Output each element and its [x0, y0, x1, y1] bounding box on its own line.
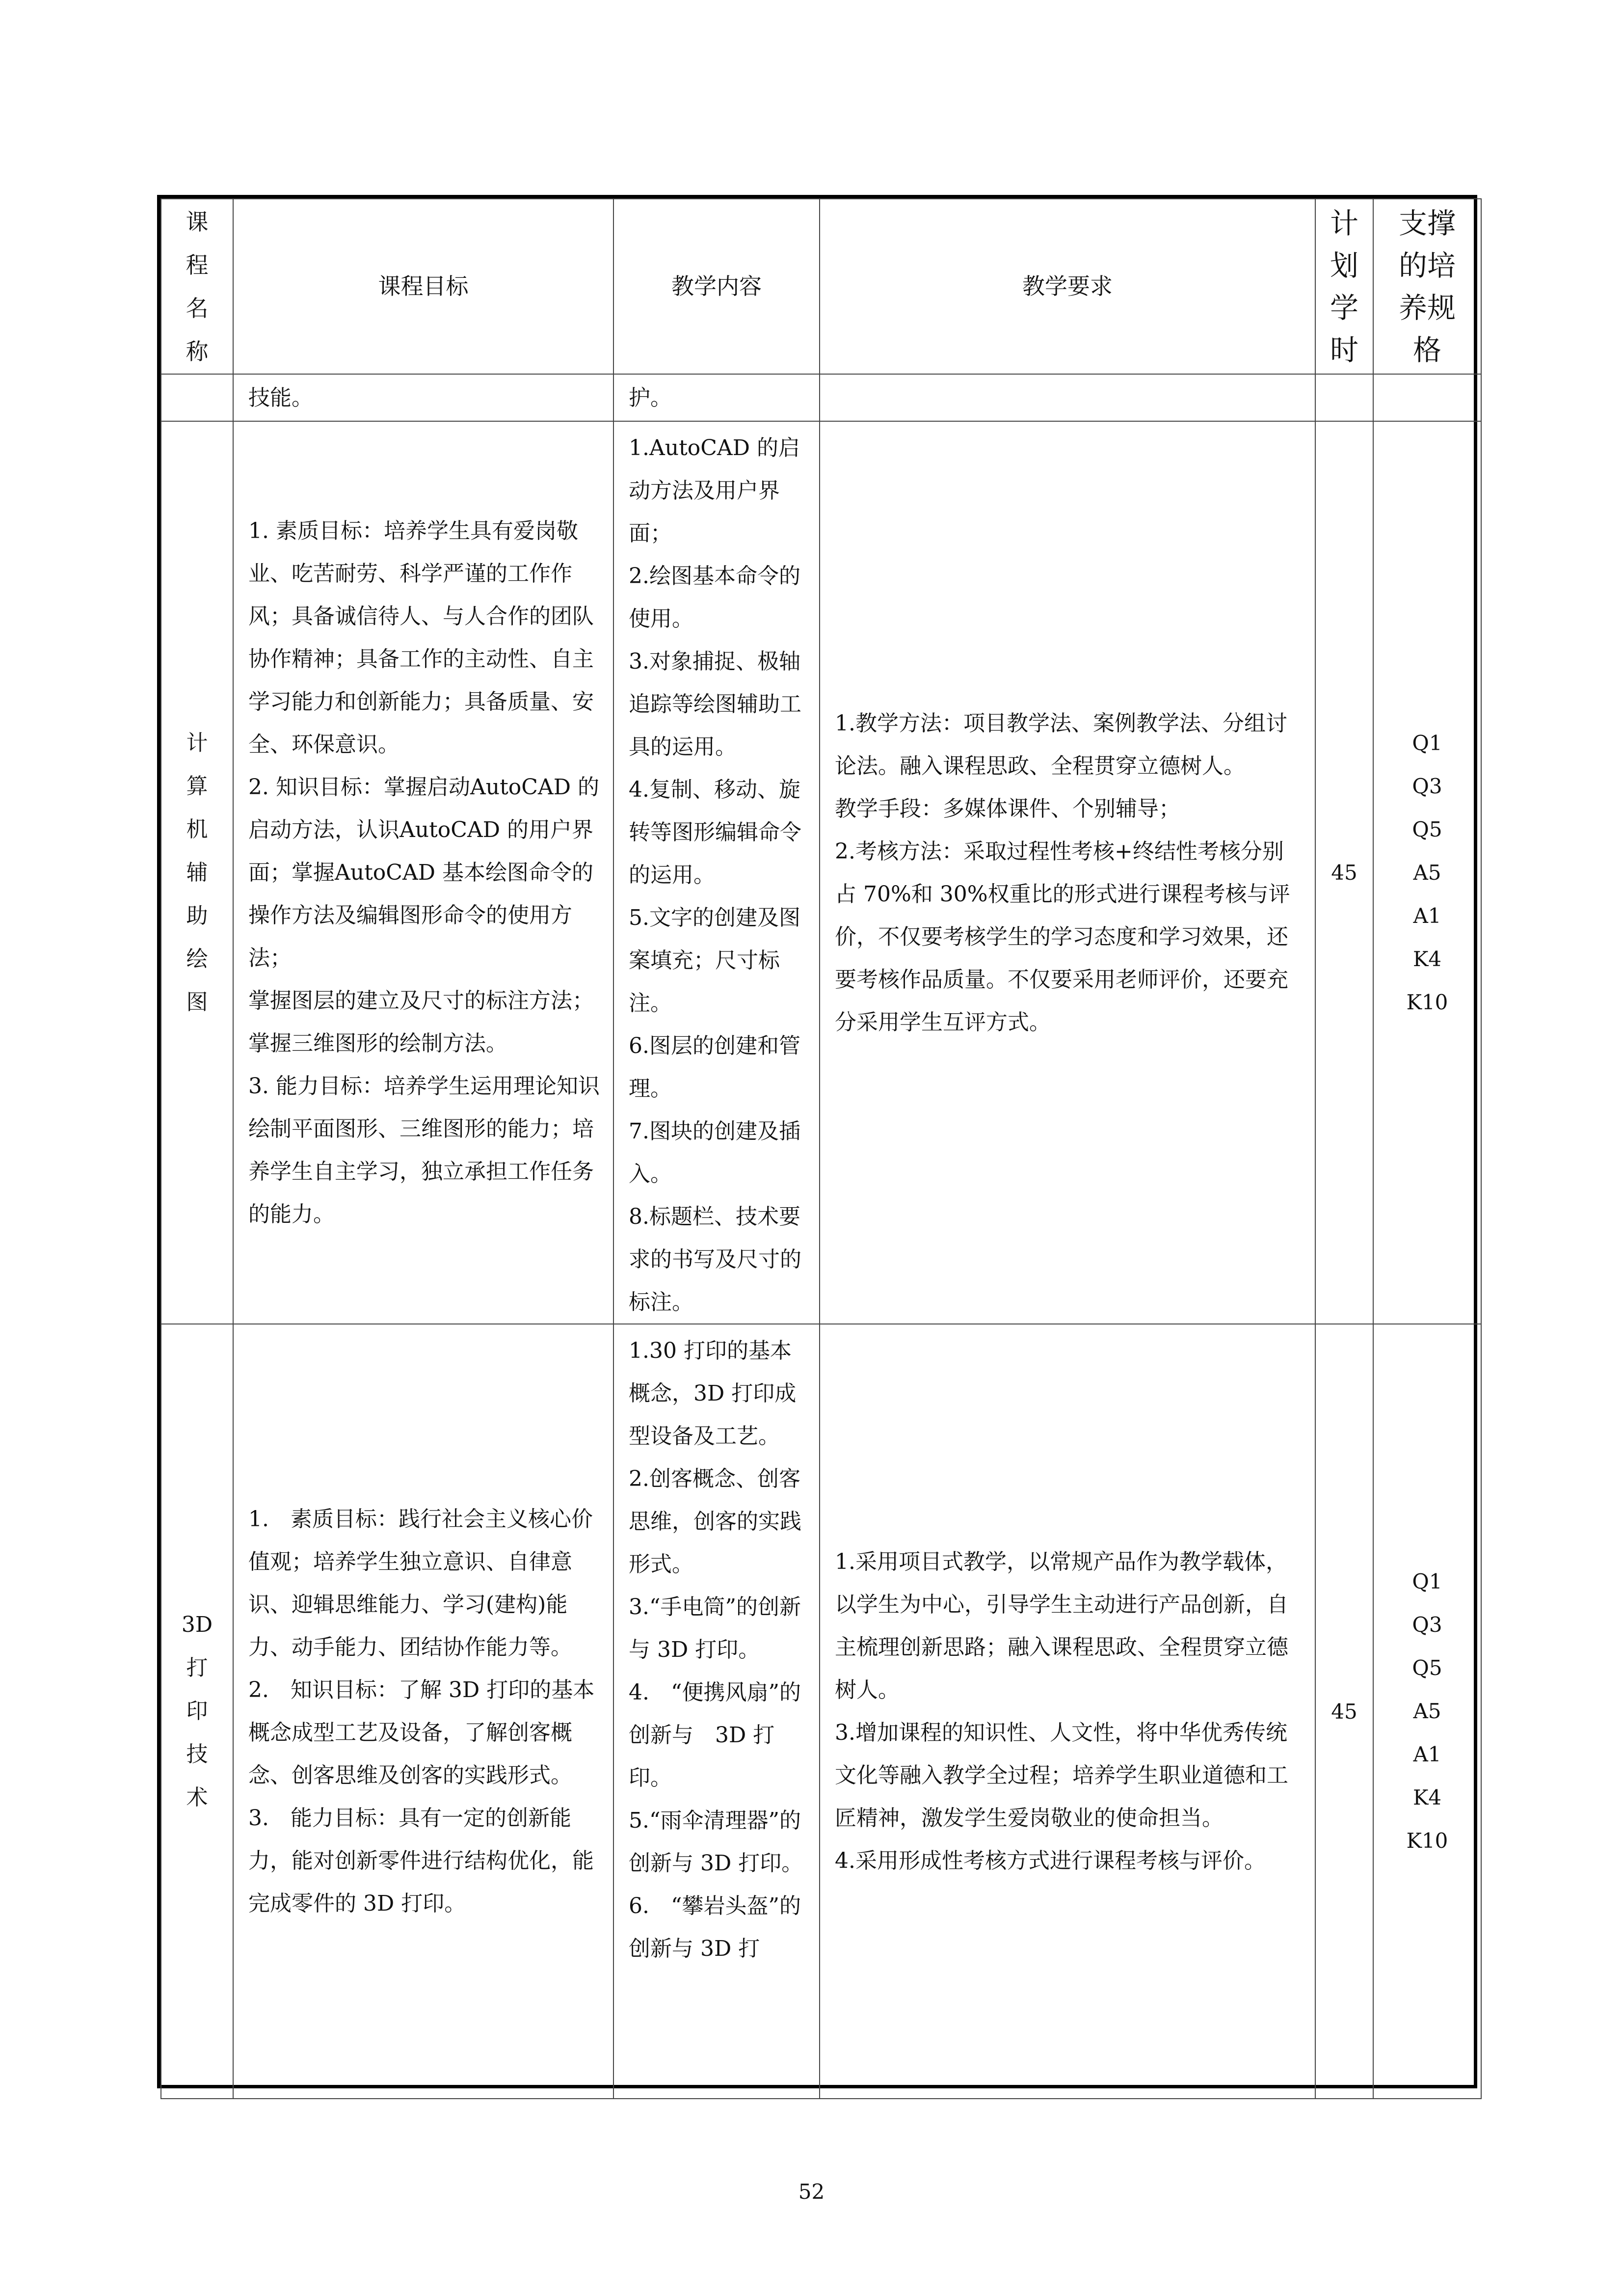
header-char: 学 [1330, 291, 1358, 324]
header-spec [1373, 199, 1481, 374]
content-item: 2.绘图基本命令的使用。 [629, 564, 800, 631]
course-name-char: 图 [186, 989, 208, 1015]
content-item: 1.30 打印的基本概念，3D 打印成型设备及工艺。 [629, 1338, 797, 1449]
content-item: 6. “攀岩头盔”的创新与 3D 打 [629, 1893, 801, 1961]
course-goal-cell [233, 1324, 613, 2099]
course-hours: 45 [1315, 1324, 1373, 2099]
spec-code: Q1 [1412, 1569, 1442, 1594]
table-row [161, 1324, 1481, 2099]
carry-name [161, 374, 233, 421]
goal-paragraph: 3. 能力目标：培养学生运用理论知识绘制平面图形、三维图形的能力；培养学生自主学习，独立承担工作任务的能力。 [248, 1074, 600, 1227]
spec-code: A5 [1413, 860, 1441, 885]
course-spec-cell [1373, 421, 1481, 1324]
carry-goal [233, 374, 613, 421]
course-name-char: 助 [186, 903, 208, 928]
spec-code: Q5 [1412, 1656, 1442, 1680]
content-item: 3.对象捕捉、极轴追踪等绘图辅助工具的运用。 [629, 649, 801, 759]
carry-spec [1373, 374, 1481, 421]
spec-code: K10 [1406, 990, 1448, 1014]
content-item: 2.创客概念、创客思维，创客的实践形式。 [629, 1466, 801, 1577]
header-requirement: 教学要求 [820, 199, 1315, 374]
content-item: 3.“手电筒”的创新与 3D 打印。 [629, 1594, 801, 1662]
goal-paragraph: 2. 知识目标：掌握启动AutoCAD 的启动方法，认识AutoCAD 的用户界面；掌握AutoCAD 基本绘图命令的操作方法及编辑图形命令的使用方法； [248, 775, 599, 971]
header-goal: 课程目标 [233, 199, 613, 374]
cell-text: 护。 [629, 385, 672, 410]
spec-code: K4 [1412, 946, 1442, 971]
content-item: 8.标题栏、技术要求的书写及尺寸的标注。 [629, 1204, 801, 1315]
course-name-cell [161, 1324, 233, 2099]
carry-hours [1315, 374, 1373, 421]
header-content: 教学内容 [613, 199, 820, 374]
spec-code: A5 [1413, 1699, 1441, 1723]
content-item: 6.图层的创建和管理。 [629, 1033, 800, 1101]
header-char: 称 [186, 338, 209, 365]
carry-content [613, 374, 820, 421]
course-name-char: 3D [181, 1612, 213, 1637]
course-name-char: 技 [186, 1742, 208, 1767]
goal-paragraph: 1. 素质目标：培养学生具有爱岗敬业、吃苦耐劳、科学严谨的工作作风；具备诚信待人、与人合作的团队协作精神；具备工作的主动性、自主学习能力和创新能力；具备质量、安全、环保意识。 [248, 518, 594, 757]
header-line: 支撑 [1398, 206, 1456, 240]
course-content-cell [613, 1324, 820, 2099]
requirement-paragraph: 教学手段：多媒体课件、个别辅导； [835, 796, 1180, 821]
goal-paragraph: 2. 知识目标：了解 3D 打印的基本概念成型工艺及设备，了解创客概念、创客思维及创客的实践形式。 [248, 1677, 595, 1788]
goal-paragraph: 1. 素质目标：践行社会主义核心价值观；培养学生独立意识、自律意识、迎辑思维能力、学习(建构)能力、动手能力、团结协作能力等。 [248, 1507, 593, 1660]
header-char: 课 [186, 208, 209, 235]
spec-code: Q5 [1412, 817, 1442, 841]
course-spec-cell [1373, 1324, 1481, 2099]
spec-code: Q3 [1412, 1613, 1442, 1637]
requirement-paragraph: 4.采用形成性考核方式进行课程考核与评价。 [835, 1848, 1266, 1873]
content-item: 1.AutoCAD 的启动方法及用户界面； [629, 435, 800, 546]
course-name-char: 绘 [186, 946, 208, 972]
page-number: 52 [798, 2180, 825, 2204]
carry-row [161, 374, 1481, 421]
header-line: 格 [1412, 333, 1441, 367]
spec-code: Q3 [1412, 774, 1442, 798]
spec-code: K4 [1412, 1785, 1442, 1810]
header-hours [1315, 199, 1373, 374]
header-char: 时 [1330, 333, 1358, 367]
content-item: 5.文字的创建及图案填充；尺寸标注。 [629, 905, 800, 1016]
header-line: 的培 [1398, 248, 1456, 282]
requirement-paragraph: 2.考核方法：采取过程性考核+终结性考核分别占 70%和 30%权重比的形式进行课程考核与评价，不仅要考核学生的学习态度和学习效果，还要考核作品质量。不仅要采用老师评价，还要充分采用学生互评方式。 [835, 838, 1290, 1035]
header-row [161, 199, 1481, 374]
course-name-char: 机 [186, 816, 208, 842]
course-hours: 45 [1315, 421, 1373, 1324]
course-name-char: 辅 [186, 860, 208, 885]
spec-code: A1 [1413, 903, 1441, 928]
course-table-frame [157, 195, 1477, 2088]
goal-paragraph: 掌握图层的建立及尺寸的标注方法；掌握三维图形的绘制方法。 [248, 988, 594, 1056]
course-name-cell [161, 421, 233, 1324]
goal-paragraph: 3. 能力目标：具有一定的创新能力，能对创新零件进行结构优化，能完成零件的 3D 打印。 [248, 1806, 594, 1916]
content-item: 7.图块的创建及插入。 [629, 1119, 800, 1187]
content-item: 4. “便携风扇”的创新与 3D 打印。 [629, 1680, 801, 1790]
header-course-name [161, 199, 233, 374]
spec-code: A1 [1413, 1742, 1441, 1766]
spec-code: K10 [1406, 1829, 1448, 1853]
course-content-cell [613, 421, 820, 1324]
course-name-char: 印 [186, 1699, 208, 1724]
course-name-char: 打 [186, 1655, 208, 1680]
content-item: 4.复制、移动、旋转等图形编辑命令的运用。 [629, 777, 801, 888]
header-char: 程 [186, 251, 209, 278]
content-item: 5.“雨伞清理器”的创新与 3D 打印。 [629, 1808, 803, 1876]
cell-text: 技能。 [248, 385, 313, 410]
requirement-paragraph: 1.采用项目式教学，以常规产品作为教学载体，以学生为中心，引导学生主动进行产品创新，自主梳理创新思路；融入课程思政、全程贯穿立德树人。 [835, 1549, 1288, 1702]
course-requirement-cell [820, 1324, 1315, 2099]
course-name-char: 算 [186, 773, 208, 799]
table-row [161, 421, 1481, 1324]
spec-code: Q1 [1412, 730, 1442, 755]
header-char: 划 [1330, 248, 1358, 282]
carry-requirement [820, 374, 1315, 421]
requirement-paragraph: 1.教学方法：项目教学法、案例教学法、分组讨论法。融入课程思政、全程贯穿立德树人。 [835, 710, 1287, 779]
header-char: 名 [186, 295, 209, 322]
course-requirement-cell [820, 421, 1315, 1324]
requirement-paragraph: 3.增加课程的知识性、人文性，将中华优秀传统文化等融入教学全过程；培养学生职业道德和工匠精神，激发学生爱岗敬业的使命担当。 [835, 1720, 1288, 1831]
course-name-char: 计 [186, 730, 208, 756]
course-name-char: 术 [186, 1785, 208, 1810]
header-line: 养规 [1398, 291, 1456, 324]
header-char: 计 [1330, 206, 1358, 240]
course-table [160, 198, 1482, 2099]
course-goal-cell [233, 421, 613, 1324]
